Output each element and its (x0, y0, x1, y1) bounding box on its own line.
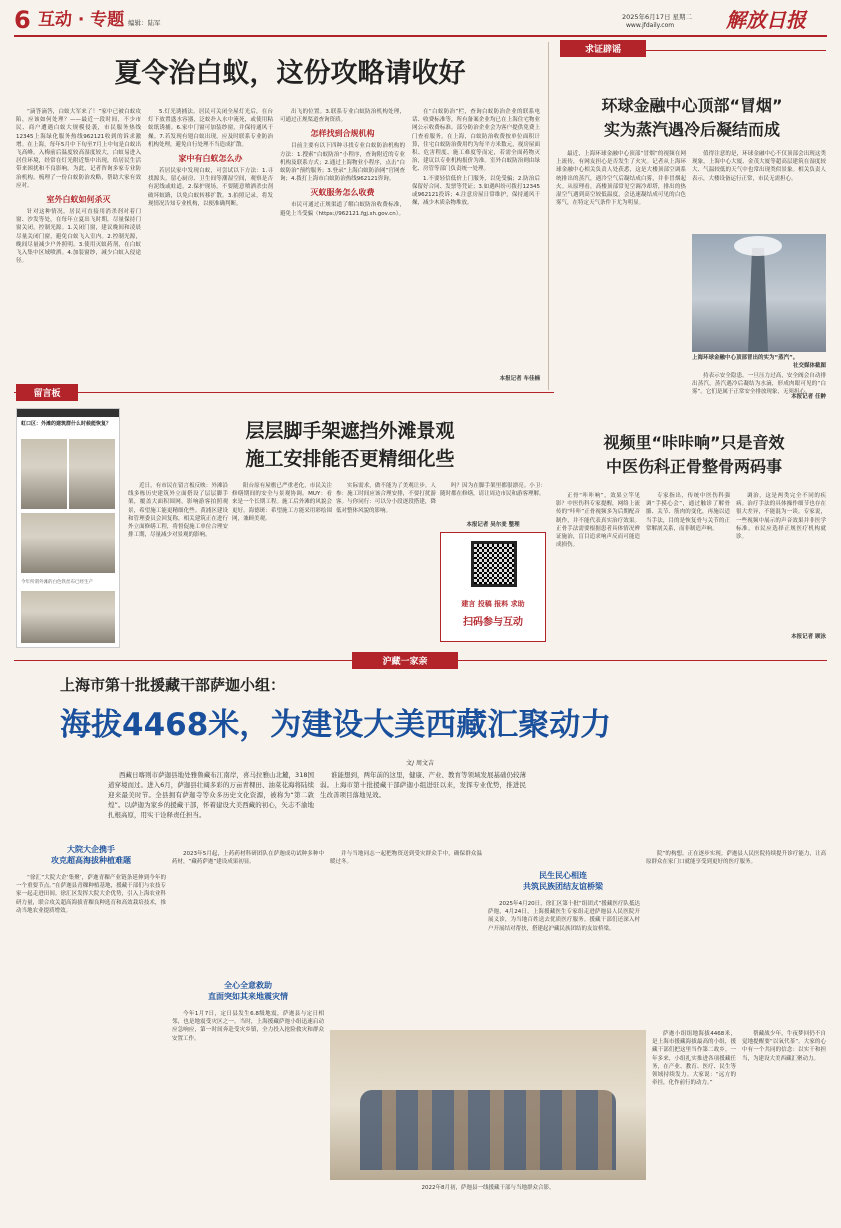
page-number: 6 (14, 6, 31, 34)
group-people (360, 1090, 616, 1170)
tibet-side-text: 萨迦小组组地海拔4468米，是上海市援藏海拔最高的小组，援藏干部们把这里当作第二故乡。一年多来，小组扎实推进各项援藏任务，在产业、教育、医疗、民生等领域持续发力。大家说：“远方的牵挂，化作前行的动力。” (652, 1031, 736, 1087)
group-photo (330, 1030, 646, 1180)
tibet-lead2-text: 谁能想到，两年前的这里，健康、产业、教育等领域发展基础仍较薄弱。上海市第十批援藏干部萨迦小组进驻以来，发挥专业优势，推进民生改善项目落地见效。 (320, 771, 526, 799)
screenshot-photo-3 (21, 513, 115, 573)
tibet-col4-text: 2025年4月20日，徐汇区第十批“组团式”援藏医疗队抵达萨迦，4月24日，上海援藏医生专家组走进萨迦县人民医院开展义诊，为当地百姓送去优质医疗服务。援藏干部们还深入村户开展结对帮扶，搭建起沪藏民族团结的友谊桥梁。 (488, 901, 640, 932)
group-photo-caption: 2022年8月初，萨迦县一线援藏干部与当地群众合影。 (421, 1185, 555, 1191)
tibet-subhead-3-text: 民生民心相连 共筑民族团结友谊桥梁 (523, 871, 603, 891)
video-column-1 (556, 492, 640, 638)
tibet-col2b-text: 今年1月7日，定日县发生6.8级地震，萨迦县与定日相邻，也是地震受灾区之一。当时，上海援藏萨迦小组迅速启动应急响应，第一时间奔赴受灾乡镇，全力投入抢险救灾和群众安置工作。 (172, 1011, 324, 1042)
termite-subhead-outdoor: 室外白蚁如何杀灭 (46, 195, 111, 205)
qr-box (440, 532, 546, 642)
termite-byline: 本报记者 车佳楠 (499, 376, 540, 382)
tibet-column-4 (488, 900, 640, 1020)
termite-headline: 夏令治白蚁，这份攻略请收好 (114, 58, 466, 89)
liuyan-col2-text: 阳台原有屋檐已严重老化，市民关注修缮期间的安全与景观协调。MUY：看来是一个长期工程。施工后外滩的风貌会更好。海德斑：希望施工方能采用彩绘围网，兼顾美观。 (232, 483, 332, 522)
screenshot-photo-1 (21, 439, 67, 509)
screenshot-header-bar (17, 409, 119, 417)
masthead-rule (14, 35, 827, 37)
tibet-headline: 海拔4468米，为建设大美西藏汇聚动力 (60, 707, 612, 743)
issue-date: 2025年6月17日 星期二 (622, 13, 693, 21)
tibet-subhead-2-text: 全心全意救助 直面突如其来地震灾情 (208, 981, 288, 1001)
tibet-subhead-2 (172, 980, 324, 1002)
website: www.jfdaily.com (626, 22, 675, 29)
tibet-column-3 (330, 850, 482, 960)
qiuzheng-column-2 (692, 150, 826, 230)
tibet-lead-2 (320, 770, 526, 834)
liuyan-headline-2: 施工安排能否更精细化些 (245, 448, 455, 470)
video-headline-2: 中医伤科正骨整骨两码事 (605, 457, 782, 476)
termite-col4-after: 1.不要轻信低价上门服务，以免受骗；2.防治后保留好合同、发票等凭证；3.如遇纠纷可拨打12345或962121投诉；4.注意房屋日常维护，保持通风干燥，减少木质杂物堆放。 (412, 175, 540, 207)
tibet-col5-text: 院”的构想。正在逐步实现。萨迦县人民医院持续提升诊疗能力，让高原群众在家门口就能享受到更好的医疗服务。 (646, 851, 826, 866)
tibet-column-1 (16, 874, 166, 1220)
qr-caption: 建言 投稿 报料 求助 (461, 600, 525, 608)
termite-subhead-fee: 灭蚁服务怎么收费 (310, 188, 375, 198)
screenshot-photo-4 (21, 591, 115, 643)
paper-logo: 解放日报 (726, 8, 806, 32)
screenshot-subtitle: 今年所谓外滩的白色铁丝布已经生产 (21, 580, 93, 585)
termite-column-2 (148, 108, 273, 370)
tibet-lead-1 (108, 770, 314, 834)
tibet-side-text-2: 帮藏战少年，牛夜梦回仍不自觉地提醒要“以氧代茶”。大家的心中有一个共同的信念：以实干和担当，为建设大美西藏汇聚动力。 (742, 1031, 826, 1062)
liuyan-headline-1: 层层脚手架遮挡外滩景观 (245, 420, 455, 442)
section-name: 互动 · 专题 (38, 10, 125, 30)
termite-home-text: 若居民家中发现白蚁，可尝试以下方法：1.寻找源头，留心厨房、卫生间等潮湿空间，观察是否有泥线或蛀道。2.保护现场，不要随意喷洒杀虫剂破坏蚁路，以免白蚁转移扩散。3.拍照记录，将发现情况告知专业机构，以便准确判断。 (148, 168, 273, 207)
video-col3-text: 调治，这是两类完全不同的疾病。治疗手法的具体操作细节也存在很大差异，不能混为一谈。专家说，一些视频中展示的声音效果并非医学标准，市民应选择正规医疗机构就诊。 (736, 493, 826, 541)
phone-screenshot (16, 408, 120, 648)
tibet-col1-text: “徐汇”大院大企‘集聚’，萨迦青稞产业链条延伸到今年的一个重要节点。”在萨迦县青稞种植基地，援藏干部们与农技专家一起走进田间。徐汇区发挥大院大企优势，引入上海农业科研力量，联合攻关超高海拔青稞良种选育和高效栽培技术，推动当地农业提质增效。 (16, 875, 166, 914)
liuyan-column-3 (336, 482, 436, 630)
qiuzheng-headline-1: 环球金融中心顶部“冒烟” (601, 96, 783, 115)
screenshot-title: 虹口区：外滩的建筑群什么时候能恢复？ (21, 421, 112, 427)
tibet-side-column-1 (652, 1030, 736, 1220)
qiuzheng-byline: 本报记者 任翀 (791, 394, 826, 400)
termite-col4-text: 在“白蚁防治”栏，查询白蚁防治企业的联系电话、收费标准等，所有备案企业均已在上海住宅物业网公示收费标准。部分防治企业会为客户提供免费上门查看服务。在上海，白蚁防治收费按单位面积计算，住宅白蚁防治费用约为每平方米数元，视房屋面积、危害程度、施工难度等而定，若需全面药物灭治，建议以专业机构报价为准。室外白蚁防治则由绿化、房管等部门负责统一处理。 (412, 109, 540, 173)
qiuzheng-photo-credit: 社交媒体截图 (792, 363, 826, 369)
termite-subhead-home: 家中有白蚁怎么办 (178, 154, 243, 164)
video-col1-text: 正骨“咔咔响”，效果立竿见影？中医伤科专家提醒，网络上流传的“咔咔”正骨视频多为后期配音制作，并不能代表真实治疗效果。正骨手法需要根据患者具体情况辨证施治，盲目追求响声反而可能造成损伤。 (556, 493, 640, 549)
tibet-col2-text: 2023年5月起，上药药材科研团队在萨迦成功试种多种中药材，“藏药萨迦”建设成果初显。 (172, 851, 324, 866)
liuyan-col4-text: 吗？因为在脚手架里都很漂亮。小卫：随时都在修缮，请让周边市民和游客理解。 (440, 483, 546, 498)
qiuzheng-headline-2: 实为蒸汽遇冷后凝结而成 (603, 120, 780, 139)
qiuzheng-column-1 (556, 150, 686, 350)
termite-column-4 (412, 108, 540, 370)
tibet-side-column-2 (742, 1030, 826, 1220)
tibet-column-2b (172, 1010, 324, 1220)
column-divider (548, 42, 549, 390)
qr-code-icon[interactable] (471, 541, 517, 587)
tibet-col3-text: 并与当地同志一起把物资送到受灾群众手中，确保群众温暖过冬。 (330, 851, 482, 866)
termite-intro: “滴答滴答，白蚁大军来了！”家中已被白蚁攻陷，应该如何处理？——最近一段时间，不少市民、商户遭遇白蚁大规模侵袭，市民服务热线12345上海绿化服务热线962121收到的诉求激增。在上海，每年5月中下旬至7月上中旬是白蚁出飞高峰。入梅前后温度较高湿度较大，白蚁易进入居住环境，经常在灯光附近集中出现，给居民生活带来困扰和不良影响。为此，记者咨询多家专业防治机构，梳理了一份白蚁防治攻略，帮助大家有效应对。 (16, 109, 141, 189)
qiuzheng-photo-caption: 上海环球金融中心顶部冒出的实为“蒸汽”。 (692, 355, 799, 361)
qiuzheng-col3-text: 持表示安全隐患。一旦压力过高，安全阀会自动排出蒸汽，蒸汽遇冷后凝结为水滴，形成肉眼可见的“白雾”。它们是属于正常安全排放现象，无须担心。 (692, 373, 826, 396)
screenshot-photo-2 (69, 439, 115, 509)
video-col2-text: 专家指出，传统中医伤科强调“手摸心会”，通过触诊了解骨骼、关节、筋肉的变化，再施以适当手法，目的是恢复骨与关节的正常解剖关系，而非制造声响。 (646, 493, 730, 532)
qiuzheng-tag-rule (646, 50, 826, 51)
tibet-kicker: 上海市第十批援藏干部萨迦小组： (60, 676, 286, 694)
liuyan-col3-text: 实际需求，做不能为了美观让步。人参：施工时间应该合理安排，不要打扰游客。与你同行：可以分小段逐段搭建，降低对整体风貌的影响。 (336, 483, 436, 514)
termite-agency-text: 目前主要有以下四种寻找专业白蚁防治机构的方法：1.搜索“白蚁防治”小程序，查询附近的专业机构及联系方式；2.通过上海物业小程序，点击“白蚁防治”预约服务；3.登录“上海白蚁防治网”官网查询；4.拨打上海市白蚁防治热线962121咨询。 (280, 143, 405, 183)
editor-credit: 编辑：陆军 (128, 19, 161, 27)
qiuzheng-col1-text: 最近，上海环球金融中心顶部“冒烟”的视频在网上流传，有网友担心是否发生了火灾。记者从上海环球金融中心相关负责人处获悉，这是大楼顶部空调系统排出的蒸汽，遇冷空气后凝结成白雾，并非冒烟起火。从原理看，高楼顶部常见空调冷却塔，排出的热湿空气遇到高空较低温度，会迅速凝结成可见的白色雾气，在特定天气条件下尤为明显。 (556, 151, 686, 207)
termite-outdoor-text: 针对这种情况，居民可直接用消杀剂对着门窗、沙发等处，在每年立夏出飞时期，尽量保持门窗关闭，控制光源。1.关闭门窗，建议晚间和凌晨尽量关闭门窗，避免白蚁飞入室内。2.控制光源，晚间尽量减少户外照明。3.使用灭蚁药剂，在白蚁飞入集中区域喷洒。4.加装窗纱，减少白蚁入侵途径。 (16, 209, 141, 265)
tibet-lead-text: 西藏日喀则市萨迦县地处雅鲁藏布江南岸，喜马拉雅山北麓，318国道穿境而过。进入6月，萨迦县壮阔多彩的万亩青稞田、油菜花海将陆续迎来最美时节。全县拥有萨迦寺等众多历史文化资源，被称为“第二敦煌”。以萨迦为家乡的援藏干部，怀着建设大美西藏的初心，矢志不渝地扎根高原，用实干诠释责任担当。 (108, 771, 314, 819)
qiuzheng-tag: 求证辟谣 (560, 40, 646, 57)
tibet-subhead-1-text: 大院大企携手 攻克超高海拔种植难题 (51, 845, 131, 865)
termite-subhead-agency: 怎样找到合规机构 (310, 129, 375, 139)
tibet-tag: 沪藏一家亲 (352, 652, 458, 669)
video-headline-1: 视频里“咔咔响”只是音效 (603, 433, 785, 452)
tibet-subhead-3 (488, 870, 638, 892)
video-column-3 (736, 492, 826, 630)
liuyan-col1-text: 近日，有市民在留言板反映：外滩沿线多栋历史建筑外立面搭设了层层脚手架，覆盖大面积围网，影响游客拍照观景，希望施工能更精细化些。黄浦区建设和管理委员会回复称，相关建筑正在进行外立面修缮工程，将督促施工单位合理安排工期，尽量减少对景观的影响。 (128, 483, 228, 539)
video-column-2 (646, 492, 730, 638)
video-byline: 本报记者 顾泳 (791, 634, 826, 640)
qr-cta: 扫码参与互动 (463, 617, 523, 628)
liuyan-column-1 (128, 482, 228, 630)
masthead (14, 6, 827, 34)
tibet-column-5 (646, 850, 826, 1020)
skyscraper-photo (692, 234, 826, 352)
termite-col3-top: 出飞的位置。3.联系专业白蚁防治机构处理，可通过正规渠道查询资质。 (280, 109, 405, 124)
liuyan-tag: 留言板 (16, 384, 78, 401)
termite-column-1 (16, 108, 141, 370)
liuyan-byline: 本报记者 吴尔麦 整理 (466, 522, 520, 528)
qiuzheng-col2-text: 值得注意的是，环球金融中心不仅顶部会出现这类现象，上海中心大厦、金茂大厦等超高层建筑在湿度较大、气温较低的天气中也常出现类似景象。相关负责人表示，大楼设备运行正常，市民无需担心。 (692, 151, 826, 182)
termite-fee-text: 市民可通过正规渠道了解白蚁防治收费标准，避免上当受骗（https://962121.fgj.sh.gov.cn）。 (280, 202, 405, 217)
tibet-author: 文/ 周文吉 (406, 760, 434, 767)
termite-column-3 (280, 108, 405, 370)
liuyan-column-2 (232, 482, 332, 630)
termite-col2-text: 5.灯光诱捕法。居民可关闭全屋灯光后，在台灯下放置盛水容器，泛蚁扑入水中淹死，或使用粘蚁纸诱捕。6.家中门窗可加装纱窗，并保持通风干燥。7.若发现有翅白蚁出现，应及时联系专业防治机构处理，避免自行处理不当造成扩散。 (148, 109, 273, 148)
tibet-subhead-1 (16, 844, 166, 866)
tibet-column-2 (172, 850, 324, 970)
steam-cloud (734, 236, 782, 256)
liuyan-column-4 (440, 482, 546, 518)
tower-shape (748, 248, 768, 352)
section-rule-1 (14, 392, 554, 393)
